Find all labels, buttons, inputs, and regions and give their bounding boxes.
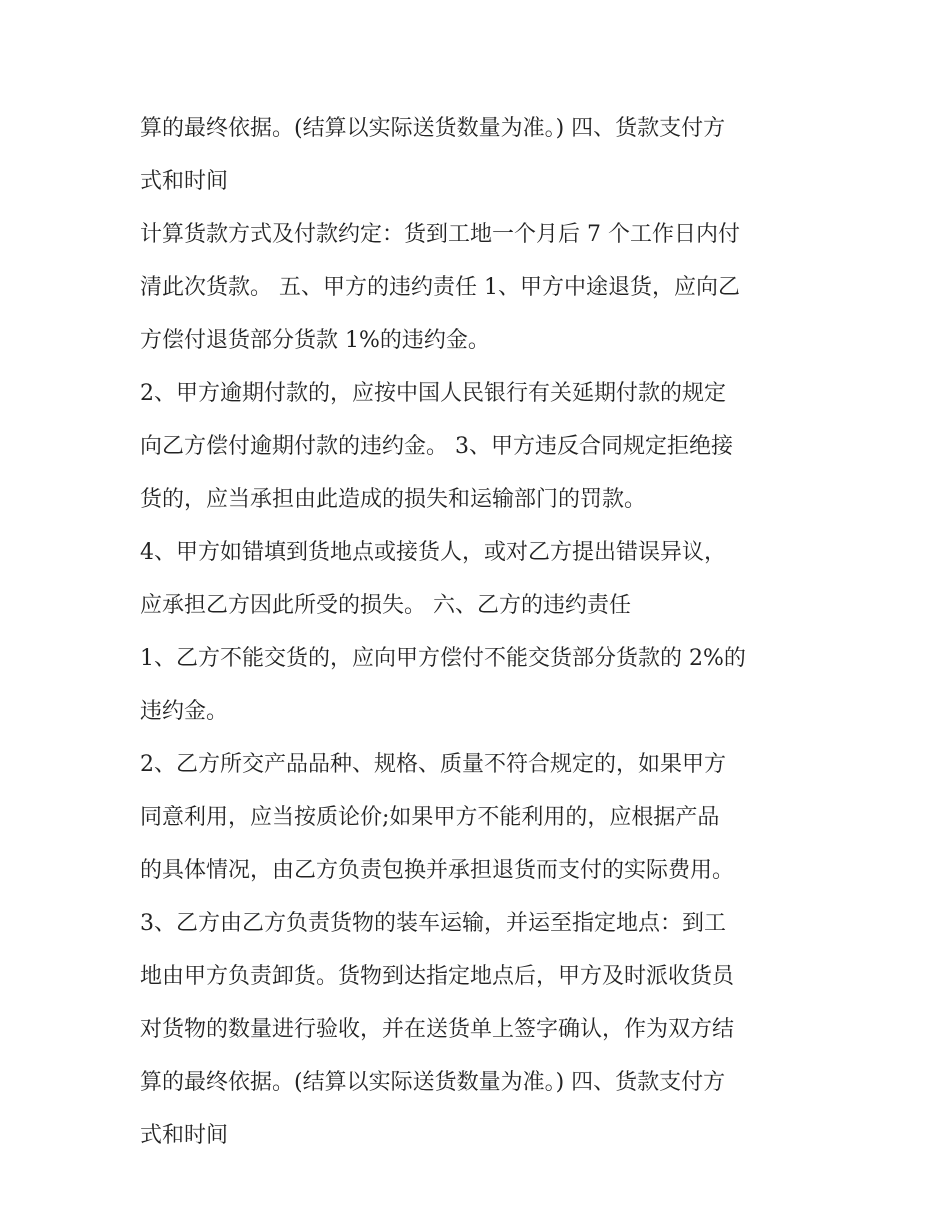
text-line: 计算货款方式及付款约定：货到工地一个月后 7 个工作日内付 xyxy=(140,222,740,247)
text-line: 货的，应当承担由此造成的损失和运输部门的罚款。 xyxy=(140,487,647,512)
text-line: 违约金。 xyxy=(140,699,229,724)
text-line: 向乙方偿付逾期付款的违约金。 3、甲方违反合同规定拒绝接 xyxy=(140,434,733,459)
text-line: 式和时间 xyxy=(140,1123,229,1148)
document-body xyxy=(140,102,820,1162)
text-line: 算的最终依据。(结算以实际送货数量为准。) 四、货款支付方 xyxy=(140,116,726,141)
text-line: 方偿付退货部分货款 1%的违约金。 xyxy=(140,328,490,353)
text-line: 清此次货款。 五、甲方的违约责任 1、甲方中途退货，应向乙 xyxy=(140,275,740,300)
text-line: 2、甲方逾期付款的，应按中国人民银行有关延期付款的规定 xyxy=(140,381,726,406)
text-line: 算的最终依据。(结算以实际送货数量为准。) 四、货款支付方 xyxy=(140,1070,726,1095)
text-line: 的具体情况，由乙方负责包换并承担退货而支付的实际费用。 xyxy=(140,858,735,883)
text-line: 1、乙方不能交货的，应向甲方偿付不能交货部分货款的 2%的 xyxy=(140,646,746,671)
text-line: 4、甲方如错填到货地点或接货人，或对乙方提出错误异议， xyxy=(140,540,726,565)
text-line: 式和时间 xyxy=(140,169,229,194)
text-line: 同意利用，应当按质论价;如果甲方不能利用的，应根据产品 xyxy=(140,805,720,830)
text-line: 3、乙方由乙方负责货物的装车运输，并运至指定地点：到工 xyxy=(140,911,726,936)
text-line: 对货物的数量进行验收，并在送货单上签字确认，作为双方结 xyxy=(140,1017,735,1042)
text-line: 2、乙方所交产品品种、规格、质量不符合规定的，如果甲方 xyxy=(140,752,726,777)
text-line: 地由甲方负责卸货。货物到达指定地点后，甲方及时派收货员 xyxy=(140,964,735,989)
text-line: 应承担乙方因此所受的损失。 六、乙方的违约责任 xyxy=(140,593,631,618)
